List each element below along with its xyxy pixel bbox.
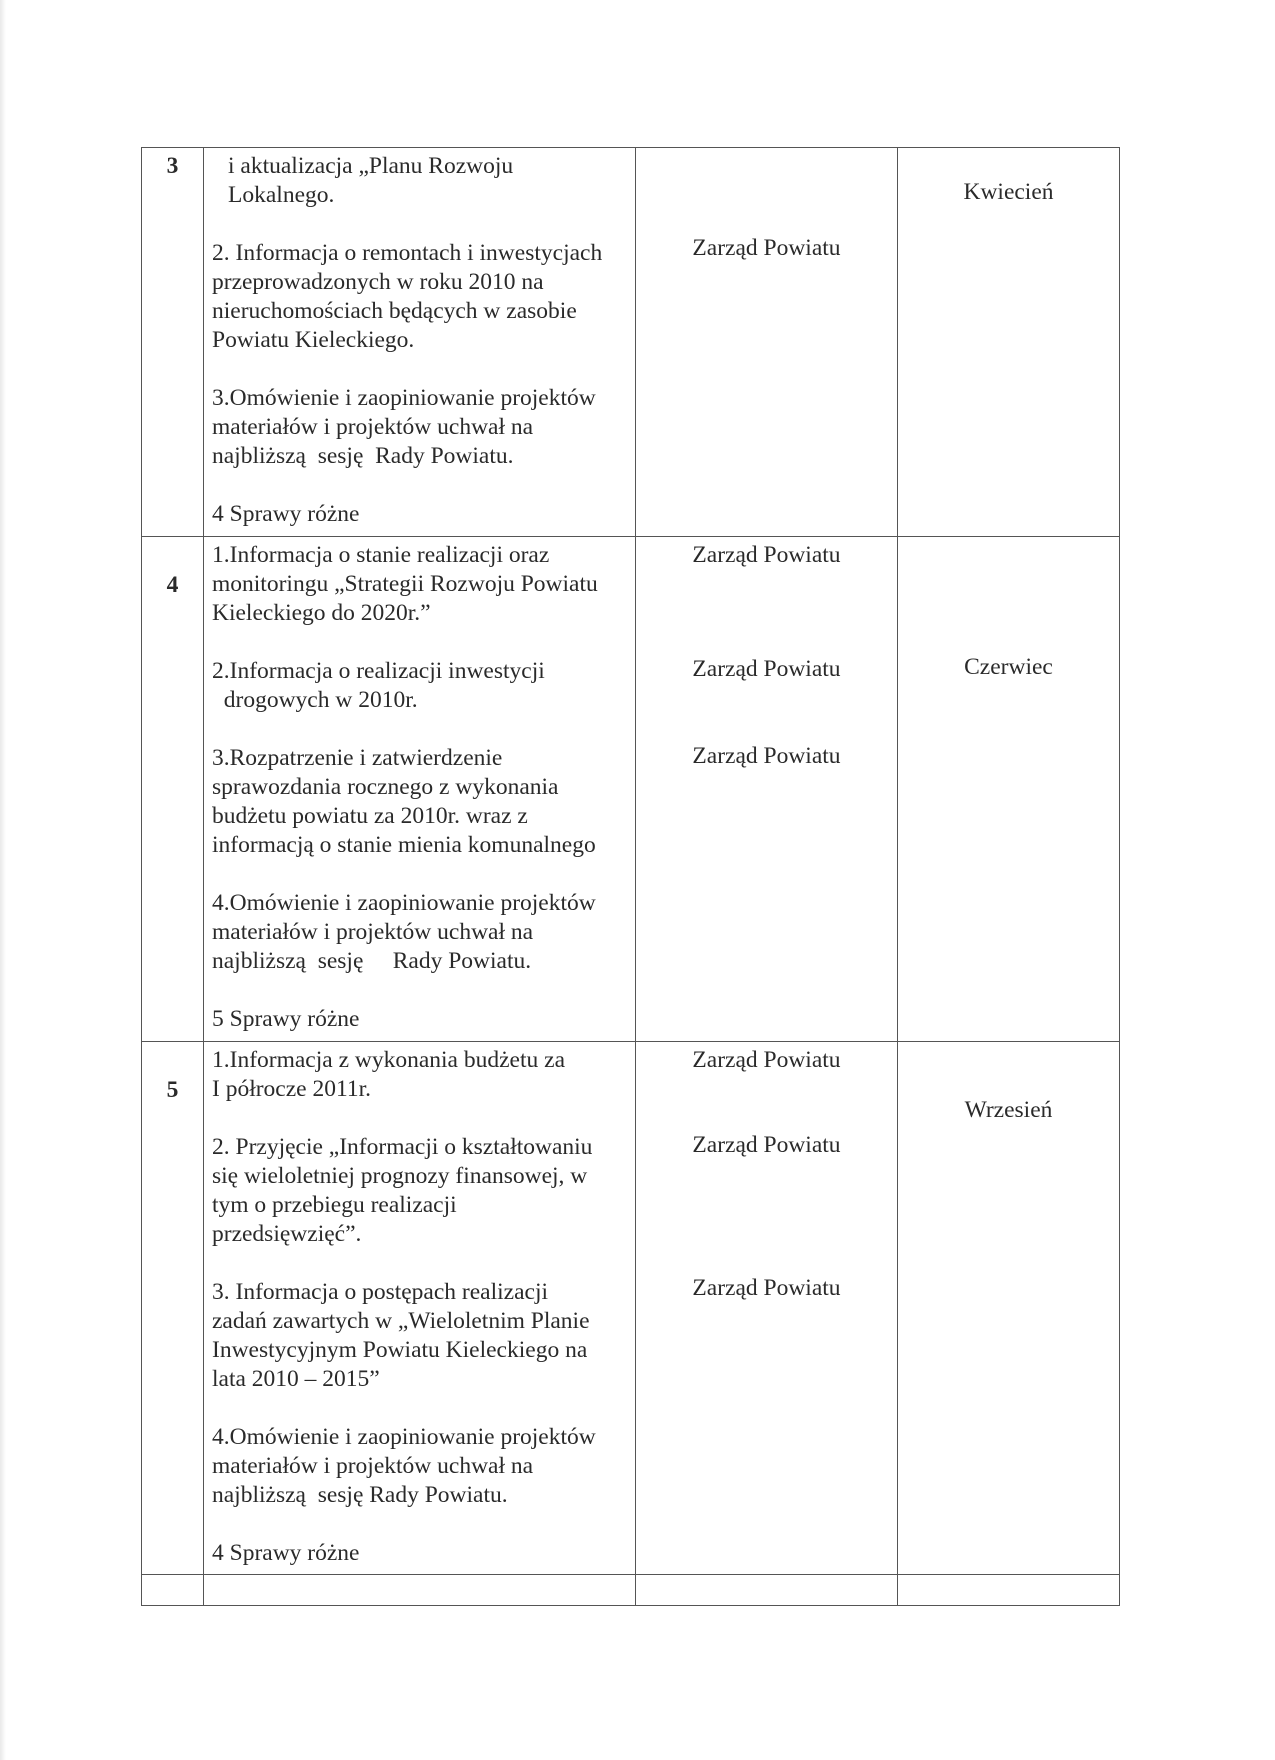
row-number-cell bbox=[142, 1042, 204, 1575]
responsible-entry: Zarząd Powiatu bbox=[692, 235, 841, 261]
topic-item: 3. Informacja o postępach realizacji zadań zawartych w „Wieloletnim Planie Inwestycyjnym Powiatu Kieleckiego na lata 2010 – 2015” bbox=[212, 1279, 590, 1392]
row-number-cell bbox=[142, 537, 204, 1042]
table-row bbox=[142, 1042, 1120, 1575]
month-label: Wrzesień bbox=[964, 1097, 1053, 1123]
topic-item: 3.Rozpatrzenie i zatwierdzenie sprawozdania rocznego z wykonania budżetu powiatu za 2010r. wraz z informacją o stanie mienia komunalnego bbox=[212, 745, 596, 858]
topic-item: 2. Informacja o remontach i inwestycjach przeprowadzonych w roku 2010 na nieruchomościach będących w zasobie Powiatu Kieleckiego. bbox=[212, 240, 603, 353]
topic-item: 1.Informacja o stanie realizacji oraz monitoringu „Strategii Rozwoju Powiatu Kieleckiego do 2020r.” bbox=[212, 542, 598, 626]
topic-cell bbox=[204, 148, 636, 537]
row-number: 4 bbox=[166, 572, 179, 598]
topic-item: 4 Sprawy różne bbox=[212, 501, 360, 527]
month-cell bbox=[898, 148, 1120, 537]
month-cell bbox=[898, 1042, 1120, 1575]
month-label: Kwiecień bbox=[963, 179, 1054, 205]
topic-item: i aktualizacja „Planu Rozwoju Lokalnego. bbox=[228, 153, 514, 208]
work-plan-table bbox=[141, 147, 1120, 1606]
topic-item: 5 Sprawy różne bbox=[212, 1006, 360, 1032]
responsible-entry: Zarząd Powiatu bbox=[692, 1275, 841, 1301]
table-row bbox=[142, 537, 1120, 1042]
scan-edge-shadow bbox=[0, 0, 6, 1760]
responsible-cell bbox=[636, 1042, 898, 1575]
responsible-entry: Zarząd Powiatu bbox=[692, 743, 841, 769]
responsible-entry: Zarząd Powiatu bbox=[692, 656, 841, 682]
topic-item: 4.Omówienie i zaopiniowanie projektów materiałów i projektów uchwał na najbliższą sesję Rady Powiatu. bbox=[212, 890, 596, 974]
row-number-cell bbox=[142, 148, 204, 537]
empty-cell bbox=[204, 1575, 636, 1606]
month-label: Czerwiec bbox=[964, 654, 1053, 680]
row-number: 5 bbox=[166, 1077, 179, 1103]
empty-table-row bbox=[142, 1575, 1120, 1606]
empty-cell bbox=[636, 1575, 898, 1606]
topic-item: 2. Przyjęcie „Informacji o kształtowaniu się wieloletniej prognozy finansowej, w tym o przebiegu realizacji przedsięwzięć”. bbox=[212, 1134, 593, 1247]
table-row bbox=[142, 148, 1120, 537]
empty-cell bbox=[142, 1575, 204, 1606]
topic-item: 4.Omówienie i zaopiniowanie projektów materiałów i projektów uchwał na najbliższą sesję Rady Powiatu. bbox=[212, 1424, 596, 1508]
empty-cell bbox=[898, 1575, 1120, 1606]
responsible-cell bbox=[636, 537, 898, 1042]
row-number: 3 bbox=[166, 153, 179, 179]
topic-item: 1.Informacja z wykonania budżetu za I półrocze 2011r. bbox=[212, 1047, 565, 1102]
responsible-cell bbox=[636, 148, 898, 537]
topic-cell bbox=[204, 537, 636, 1042]
responsible-entry: Zarząd Powiatu bbox=[692, 542, 841, 568]
topic-item: 4 Sprawy różne bbox=[212, 1540, 360, 1566]
topic-item: 2.Informacja o realizacji inwestycji drogowych w 2010r. bbox=[212, 658, 545, 713]
responsible-entry: Zarząd Powiatu bbox=[692, 1047, 841, 1073]
month-cell bbox=[898, 537, 1120, 1042]
topic-item: 3.Omówienie i zaopiniowanie projektów materiałów i projektów uchwał na najbliższą sesję Rady Powiatu. bbox=[212, 385, 596, 469]
responsible-entry: Zarząd Powiatu bbox=[692, 1132, 841, 1158]
topic-cell bbox=[204, 1042, 636, 1575]
